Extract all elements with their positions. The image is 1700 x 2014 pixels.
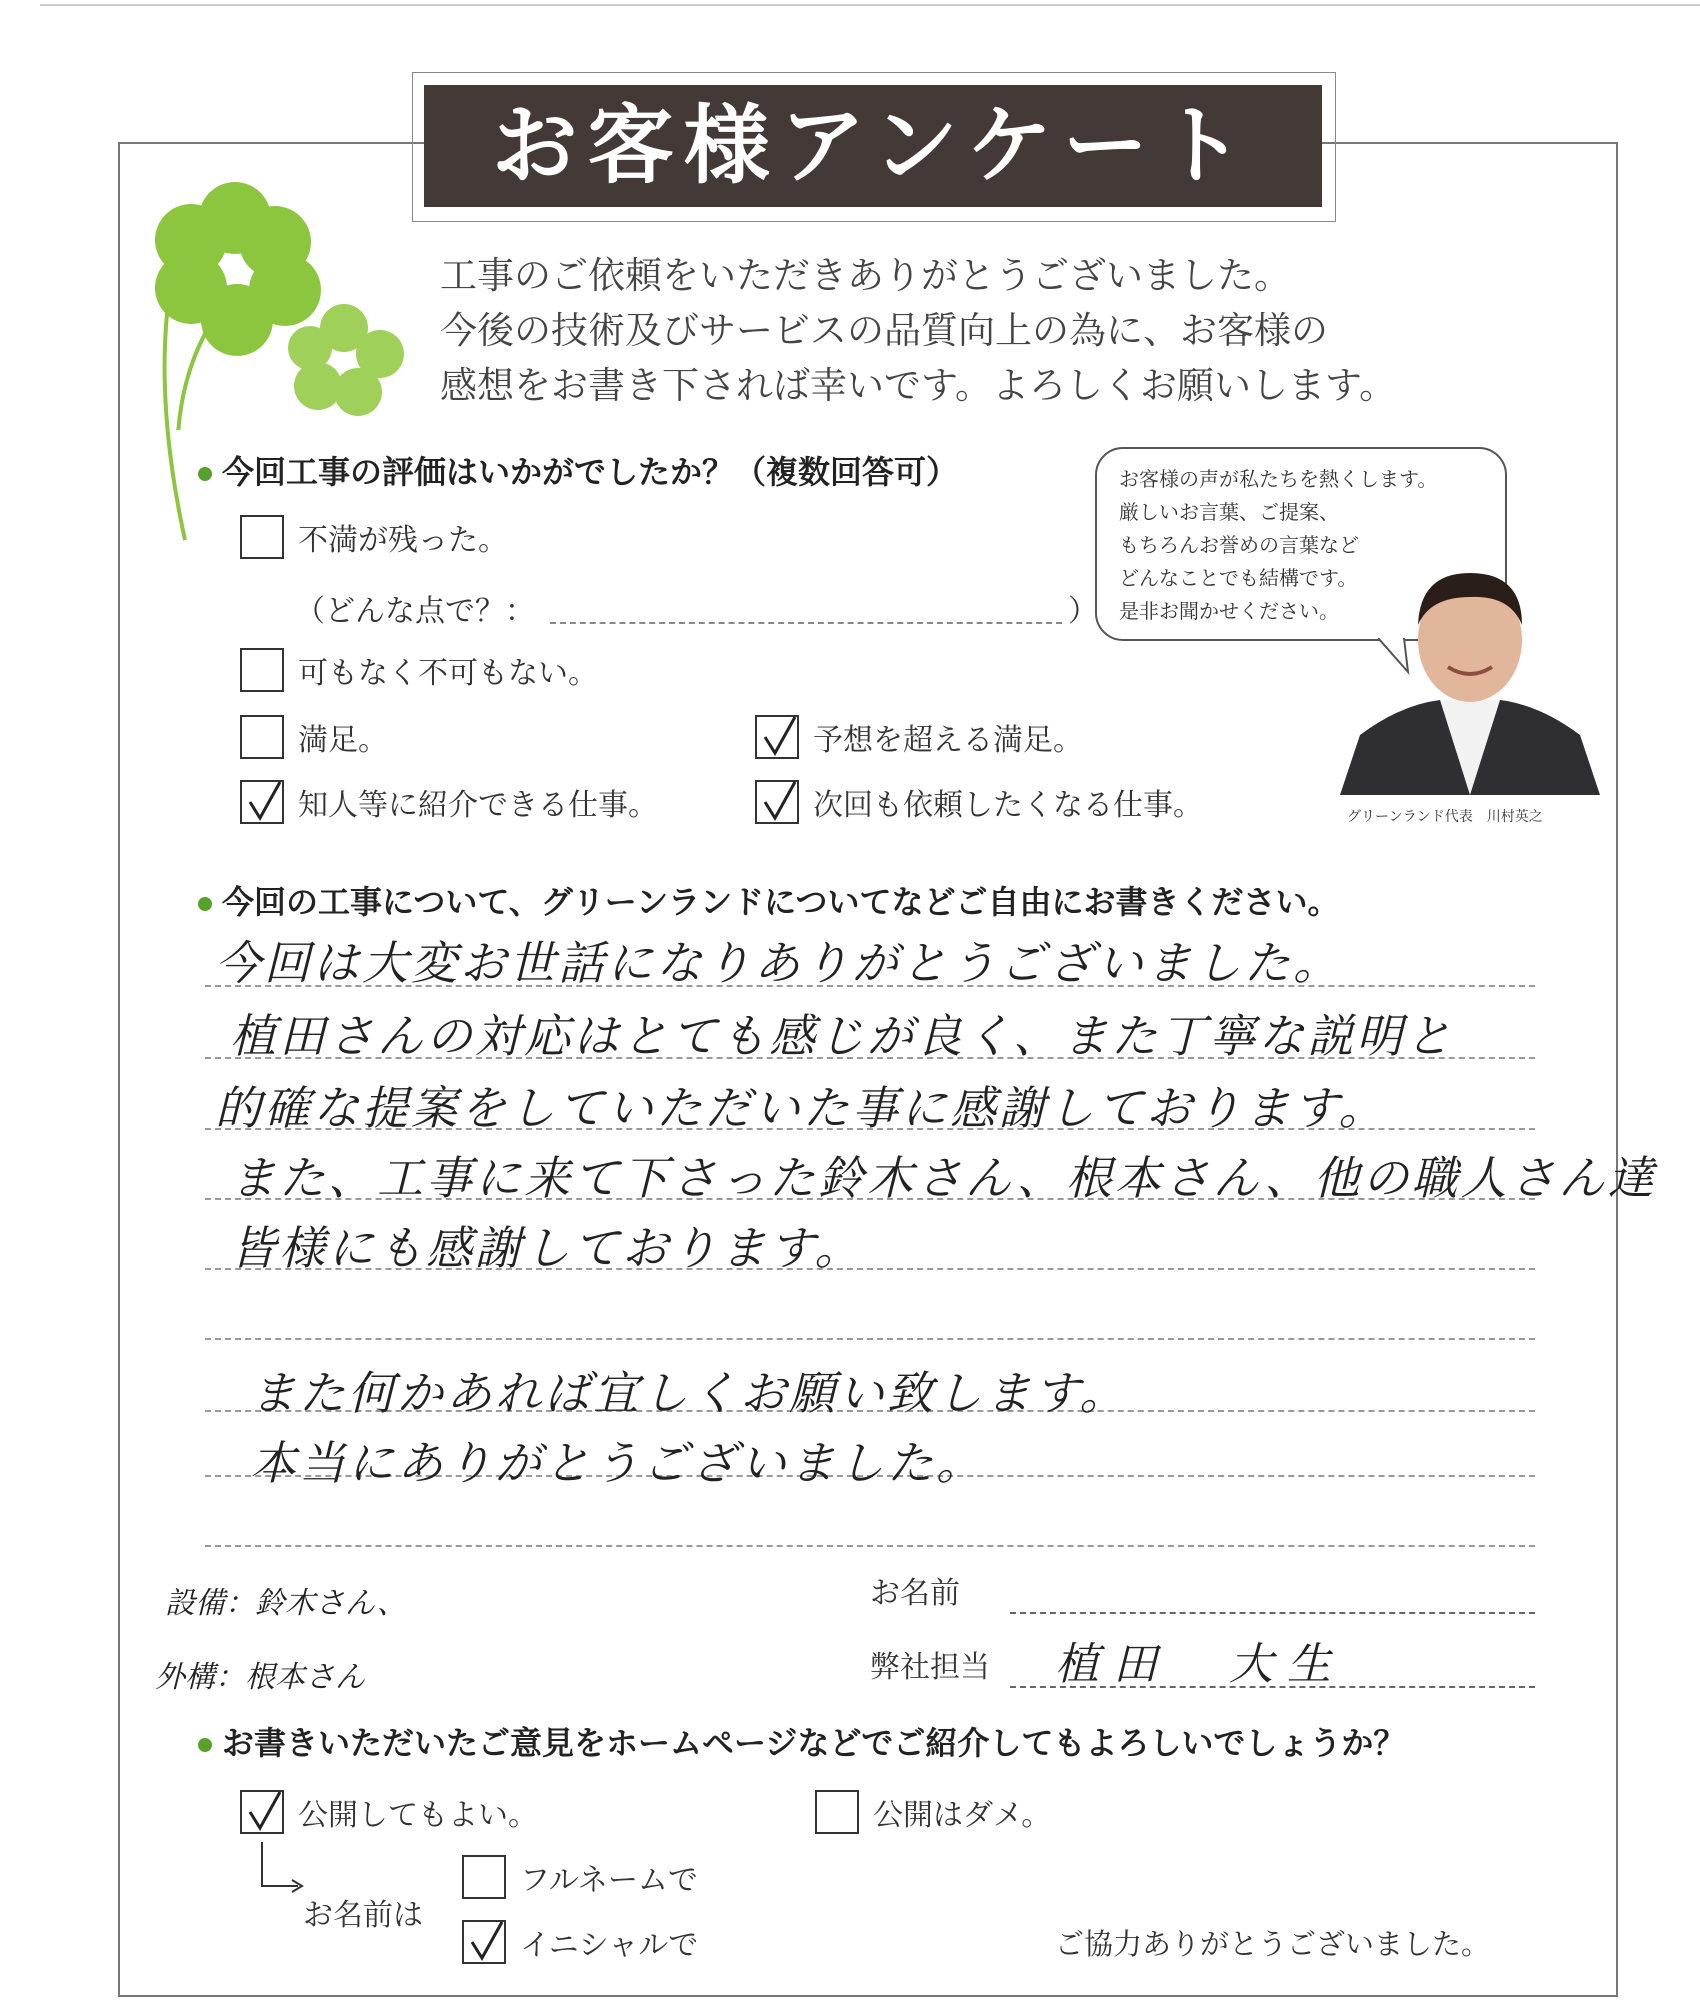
checkbox[interactable] — [462, 1855, 506, 1899]
q1-heading: 今回工事の評価はいかがでしたか？（複数回答可） — [198, 447, 958, 493]
note-equipment: 設備：鈴木さん、 — [165, 1586, 407, 1621]
option-recommendable[interactable]: 知人等に紹介できる仕事。 — [240, 780, 658, 824]
option-request-again[interactable]: 次回も依頼したくなる仕事。 — [755, 780, 1203, 824]
option-fullname[interactable]: フルネームで — [462, 1855, 698, 1899]
bubble-line: 是非お聞かせください。 — [1119, 599, 1339, 623]
handwritten-comment: また、工事に来て下さった鈴木さん、根本さん、他の職人さん達 — [230, 1151, 1657, 1205]
detail-input-line[interactable] — [550, 622, 1062, 624]
handwritten-comment: 皆様にも感謝しております。 — [230, 1221, 864, 1275]
page-title: お客様アンケート — [424, 85, 1322, 207]
check-icon — [466, 1920, 506, 1964]
handwritten-comment: また何かあれば宜しくお願い致します。 — [250, 1366, 1129, 1420]
bullet-icon — [198, 897, 212, 911]
clover-stem-icon — [145, 260, 205, 560]
ceo-caption: グリーンランド代表 川村英之 — [1347, 809, 1543, 825]
option-publish-no[interactable]: 公開はダメ。 — [815, 1790, 1051, 1834]
option-beyond-expectations[interactable]: 予想を超える満足。 — [755, 715, 1083, 759]
handwritten-comment: 今回は大変お世話になりありがとうございました。 — [215, 936, 1342, 990]
checkbox[interactable] — [815, 1790, 859, 1834]
q3-heading: お書きいただいたご意見をホームページなどでご紹介してもよろしいでしょうか？ — [198, 1718, 1405, 1764]
top-edge-line — [40, 4, 1700, 6]
check-icon — [759, 780, 799, 824]
checkbox-checked[interactable] — [755, 780, 799, 824]
checkbox[interactable] — [240, 715, 284, 759]
bubble-line: どんなことでも結構です。 — [1119, 566, 1358, 590]
checkbox[interactable] — [240, 515, 284, 559]
intro-line: 今後の技術及びサービスの品質向上の為に、お客様の — [440, 309, 1328, 352]
handwritten-comment: 的確な提案をしていただいた事に感謝しております。 — [215, 1081, 1388, 1135]
arrow-icon — [258, 1842, 308, 1902]
checkbox-checked[interactable] — [240, 1790, 284, 1834]
check-icon — [244, 780, 284, 824]
option-initials[interactable]: イニシャルで — [462, 1920, 698, 1964]
option-publish-ok[interactable]: 公開してもよい。 — [240, 1790, 538, 1834]
staff-label: 弊社担当 — [870, 1650, 990, 1685]
checkbox-checked[interactable] — [755, 715, 799, 759]
checkbox-checked[interactable] — [240, 780, 284, 824]
option-satisfied[interactable]: 満足。 — [240, 715, 388, 759]
q2-heading: 今回の工事について、グリーンランドについてなどご自由にお書きください。 — [198, 877, 1339, 923]
intro-line: 工事のご依頼をいただきありがとうございました。 — [440, 254, 1291, 297]
check-icon — [244, 1790, 284, 1834]
footer-thanks: ご協力ありがとうございました。 — [1055, 1927, 1491, 1961]
bubble-line: お客様の声が私たちを熱くします。 — [1119, 467, 1438, 491]
option-dissatisfied[interactable]: 不満が残った。 — [240, 515, 508, 559]
name-field[interactable] — [1010, 1612, 1535, 1614]
staff-field[interactable] — [1010, 1686, 1535, 1688]
writing-line — [205, 1545, 1535, 1547]
checkbox[interactable] — [240, 648, 284, 692]
bubble-line: もちろんお誉めの言葉など — [1119, 533, 1359, 557]
check-icon — [759, 715, 799, 759]
note-exterior: 外構：根本さん — [155, 1660, 365, 1695]
writing-line — [205, 1338, 1535, 1340]
name-display-label: お名前は — [303, 1898, 423, 1933]
name-label: お名前 — [870, 1576, 960, 1611]
option-neutral[interactable]: 可もなく不可もない。 — [240, 648, 598, 692]
detail-prompt: （どんな点で？： — [295, 594, 535, 629]
bullet-icon — [198, 467, 212, 481]
intro-text — [440, 248, 1396, 413]
checkbox-checked[interactable] — [462, 1920, 506, 1964]
handwritten-comment: 本当にありがとうございました。 — [250, 1436, 985, 1490]
bullet-icon — [198, 1738, 212, 1752]
detail-close: ） — [1068, 594, 1098, 629]
intro-line: 感想をお書き下されば幸いです。よろしくお願いします。 — [440, 364, 1397, 407]
ceo-portrait — [1340, 555, 1600, 795]
clover-small-icon — [282, 302, 412, 422]
handwritten-comment: 植田さんの対応はとても感じが良く、また丁寧な説明と — [230, 1009, 1455, 1063]
staff-value: 植田 大生 — [1055, 1639, 1345, 1690]
bubble-line: 厳しいお言葉、ご提案、 — [1119, 500, 1339, 524]
